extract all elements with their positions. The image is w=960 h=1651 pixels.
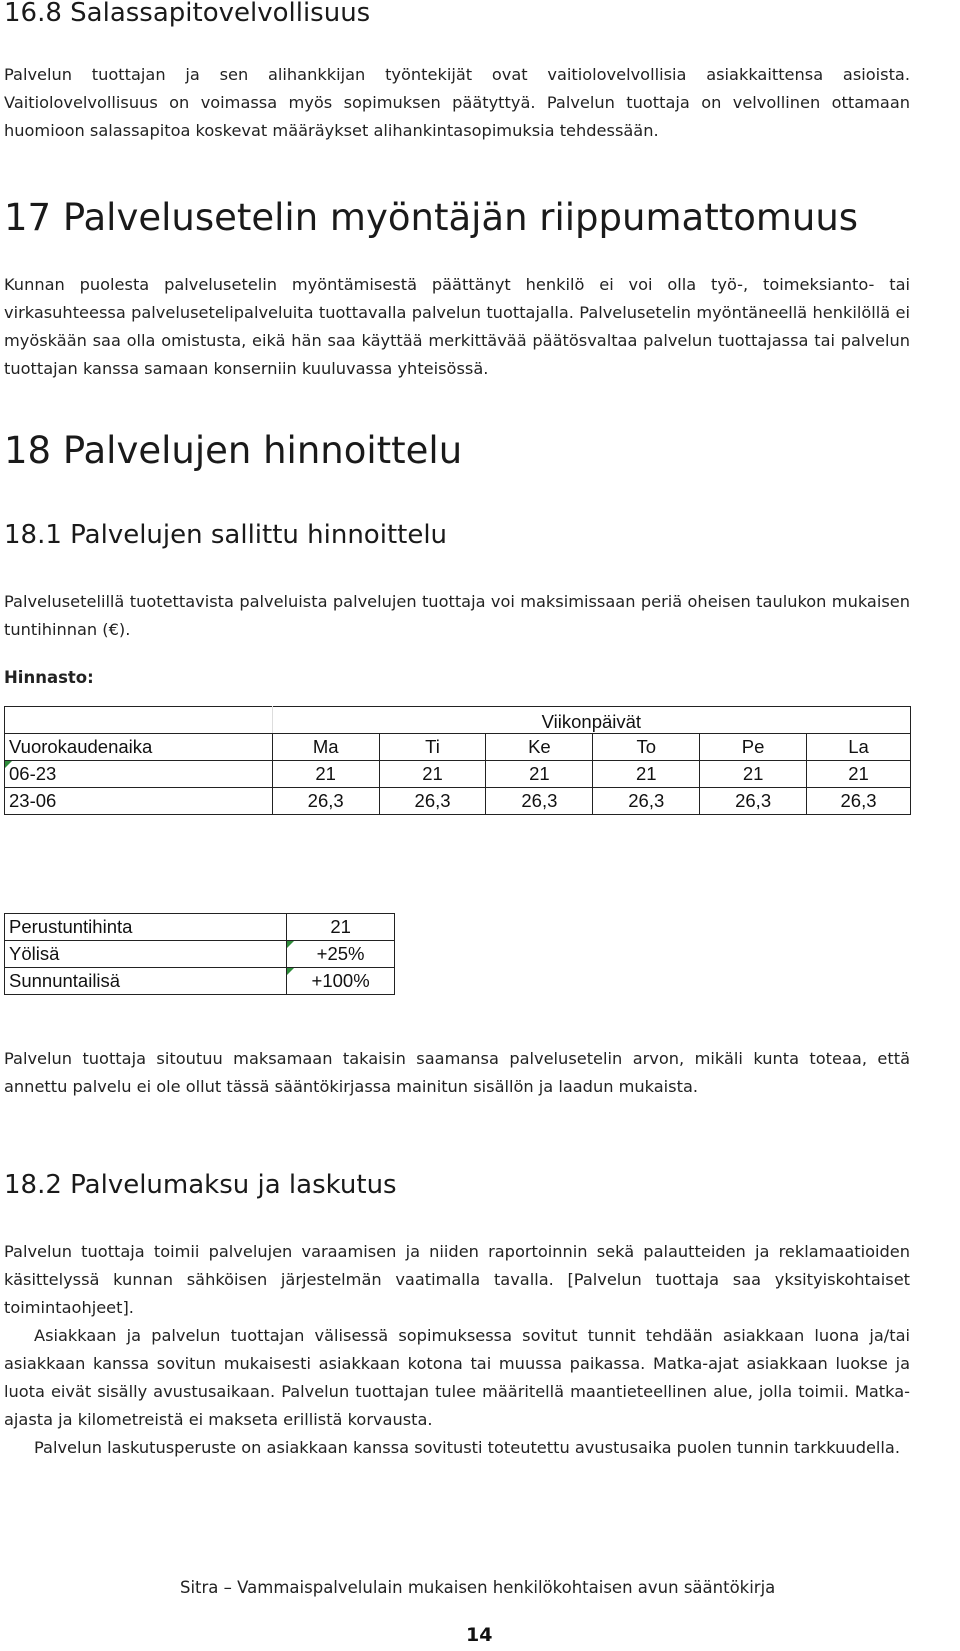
table-row bbox=[5, 788, 911, 815]
section-18-2-paragraph-3: Palvelun laskutusperuste on asiakkaan kanssa sovitusti toteutettu avustusaika puolen tunnin tarkkuudella. bbox=[34, 1438, 900, 1457]
section-16-8-paragraph: Palvelun tuottajan ja sen alihankkijan työntekijät ovat vaitiolovelvollisia asiakkaittensa asioista. Vaitiolovelvollisuus on voimassa myös sopimuksen päätyttyä. Palvelun tuottaja on velvollinen ottamaan huomioon salassapitoa koskevat määräykset alihankintasopimuksia tehdessään. bbox=[4, 65, 910, 140]
section-18-title: 18 Palvelujen hinnoittelu bbox=[4, 429, 463, 472]
table-row bbox=[5, 914, 395, 941]
day-header-la: La bbox=[807, 734, 911, 761]
price-cell: 21 bbox=[272, 761, 379, 788]
price-cell: 21 bbox=[700, 761, 807, 788]
table-row bbox=[5, 761, 911, 788]
price-table-header-row bbox=[5, 734, 911, 761]
price-table-corner bbox=[5, 707, 273, 734]
section-18-2-title: 18.2 Palvelumaksu ja laskutus bbox=[4, 1170, 397, 1200]
section-18-2-text bbox=[4, 1238, 910, 1462]
price-cell: 21 bbox=[486, 761, 593, 788]
footer-text: Sitra – Vammaispalvelulain mukaisen henkilökohtaisen avun sääntökirja bbox=[180, 1578, 776, 1597]
surcharge-label: Perustuntihinta bbox=[5, 914, 287, 941]
section-18-2-paragraph-1: Palvelun tuottaja toimii palvelujen varaamisen ja niiden raportoinnin sekä palautteiden ja reklamaatioiden käsittelyssä kunnan sähköisen järjestelmän vaatimalla tavalla. [Palvelun tuottaja saa yksityiskohtaiset toimintaohjeet]. bbox=[4, 1242, 910, 1317]
day-header-ti: Ti bbox=[379, 734, 486, 761]
day-header-to: To bbox=[593, 734, 700, 761]
price-cell: 26,3 bbox=[486, 788, 593, 815]
price-cell: 26,3 bbox=[379, 788, 486, 815]
surcharge-value: +100% bbox=[287, 968, 395, 995]
table-row bbox=[5, 968, 395, 995]
section-16-8-text bbox=[4, 61, 910, 145]
section-17-title: 17 Palvelusetelin myöntäjän riippumattomuus bbox=[4, 196, 859, 239]
surcharge-table bbox=[4, 913, 395, 995]
section-18-1-after-text bbox=[4, 1045, 910, 1101]
row-label-day: 06-23 bbox=[5, 761, 273, 788]
price-table bbox=[4, 706, 911, 815]
surcharge-value: +25% bbox=[287, 941, 395, 968]
section-18-1-after-paragraph: Palvelun tuottaja sitoutuu maksamaan takaisin saamansa palvelusetelin arvon, mikäli kunta toteaa, että annettu palvelu ei ole ollut tässä sääntökirjassa mainitun sisällön ja laadun mukaista. bbox=[4, 1049, 910, 1096]
section-17-paragraph: Kunnan puolesta palvelusetelin myöntämisestä päättänyt henkilö ei voi olla työ-, toimeksianto- tai virkasuhteessa palvelusetelipalveluita tuottavalla palvelun tuottajalla. Palvelusetelin myöntäneellä henkilöllä ei myöskään saa olla omistusta, eikä hän saa käyttää merkittävää päätösvaltaa palvelun tuottajassa tai palvelun tuottajan kanssa samaan konserniin kuuluvassa yhteisössä. bbox=[4, 275, 910, 378]
section-18-1-text bbox=[4, 588, 910, 644]
hinnasto-label: Hinnasto: bbox=[4, 668, 94, 687]
price-table-group-row bbox=[5, 707, 911, 734]
weekdays-group-header: Viikonpäivät bbox=[272, 707, 910, 734]
price-cell: 26,3 bbox=[272, 788, 379, 815]
price-cell: 21 bbox=[593, 761, 700, 788]
section-18-1-title: 18.1 Palvelujen sallittu hinnoittelu bbox=[4, 520, 448, 550]
day-header-ma: Ma bbox=[272, 734, 379, 761]
table-row bbox=[5, 941, 395, 968]
price-cell: 21 bbox=[379, 761, 486, 788]
price-cell: 26,3 bbox=[807, 788, 911, 815]
section-17-text bbox=[4, 271, 910, 383]
section-16-8-title: 16.8 Salassapitovelvollisuus bbox=[4, 0, 371, 28]
price-cell: 26,3 bbox=[593, 788, 700, 815]
day-header-ke: Ke bbox=[486, 734, 593, 761]
surcharge-value: 21 bbox=[287, 914, 395, 941]
price-cell: 26,3 bbox=[700, 788, 807, 815]
page-number: 14 bbox=[466, 1624, 493, 1646]
surcharge-label: Yölisä bbox=[5, 941, 287, 968]
row-label-night: 23-06 bbox=[5, 788, 273, 815]
day-header-pe: Pe bbox=[700, 734, 807, 761]
surcharge-label: Sunnuntailisä bbox=[5, 968, 287, 995]
time-of-day-header: Vuorokaudenaika bbox=[5, 734, 273, 761]
price-cell: 21 bbox=[807, 761, 911, 788]
section-18-1-paragraph: Palvelusetelillä tuotettavista palveluista palvelujen tuottaja voi maksimissaan periä oheisen taulukon mukaisen tuntihinnan (€). bbox=[4, 592, 910, 639]
section-18-2-paragraph-2: Asiakkaan ja palvelun tuottajan välisessä sopimuksessa sovitut tunnit tehdään asiakkaan luona ja/tai asiakkaan kanssa sovitun mukaisesti asiakkaan kotona tai muussa paikassa. Matka-ajat asiakkaan luokse ja luota eivät sisälly avustusaikaan. Palvelun tuottajan tulee määritellä maantieteellinen alue, jolla toimii. Matka-ajasta ja kilometreistä ei makseta erillistä korvausta. bbox=[4, 1326, 910, 1429]
